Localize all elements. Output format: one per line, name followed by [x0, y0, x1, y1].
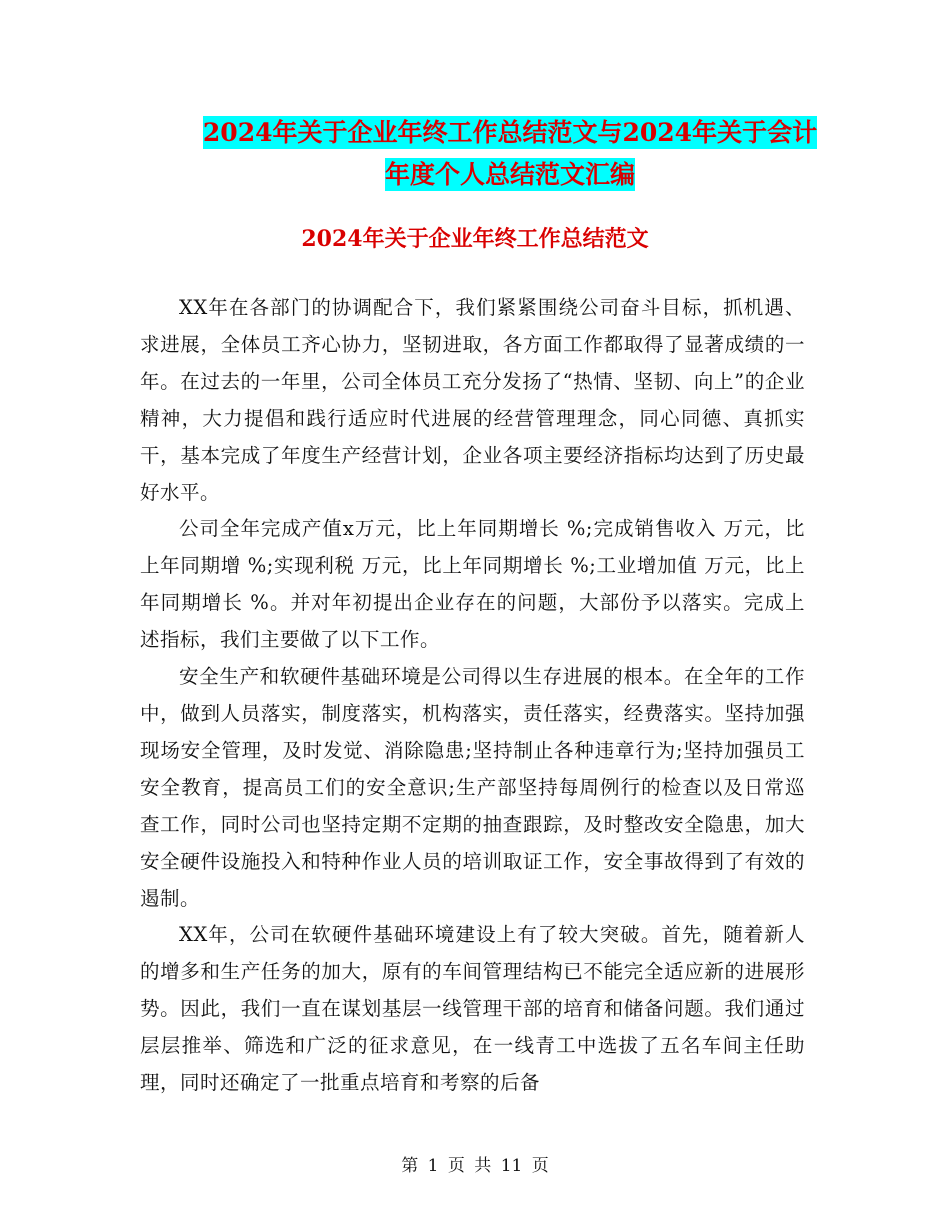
paragraph: XX年在各部门的协调配合下，我们紧紧围绕公司奋斗目标，抓机遇、求进展，全体员工齐心协力，坚韧进取，各方面工作都取得了显著成绩的一年。在过去的一年里，公司全体员工充分发扬了“热情、坚韧、向上”的企业精神，大力提倡和践行适应时代进展的经营管理理念，同心同德、真抓实干，基本完成了年度生产经营计划，企业各项主要经济指标均达到了历史最好水平。	[140, 296, 805, 504]
title-highlight: 年度个人总结范文汇编	[384, 160, 635, 189]
paragraph: 公司全年完成产值x万元，比上年同期增长 %;完成销售收入 万元，比上年同期增 %;实现利税 万元，比上年同期增长 %;工业增加值 万元，比上年同期增长 %。并对年初提出企业存在的问题，大部份予以落实。完成上述指标，我们主要做了以下工作。	[140, 517, 805, 652]
document-title-line-2	[100, 158, 920, 192]
document-body	[140, 290, 805, 1102]
paragraph: 安全生产和软硬件基础环境是公司得以生存进展的根本。在全年的工作中，做到人员落实，制度落实，机构落实，责任落实，经费落实。坚持加强现场安全管理，及时发觉、消除隐患;坚持制止各种违章行为;坚持加强员工安全教育，提高员工们的安全意识;生产部坚持每周例行的检查以及日常巡查工作，同时公司也坚持定期不定期的抽查跟踪，及时整改安全隐患，加大安全硬件设施投入和特种作业人员的培训取证工作，安全事故得到了有效的遏制。	[140, 665, 805, 910]
section-title: 2024年关于企业年终工作总结范文	[301, 226, 649, 252]
paragraph: XX年，公司在软硬件基础环境建设上有了较大突破。首先，随着新人的增多和生产任务的加大，原有的车间管理结构已不能完全适应新的进展形势。因此，我们一直在谋划基层一线管理干部的培育和储备问题。我们通过层层推举、筛选和广泛的征求意见，在一线青工中选拔了五名车间主任助理，同时还确定了一批重点培育和考察的后备	[140, 923, 805, 1095]
document-title-line-1	[100, 116, 920, 150]
page-footer: 第 1 页 共 11 页	[401, 1156, 549, 1176]
title-highlight: 2024年关于企业年终工作总结范文与2024年关于会计	[202, 118, 818, 147]
